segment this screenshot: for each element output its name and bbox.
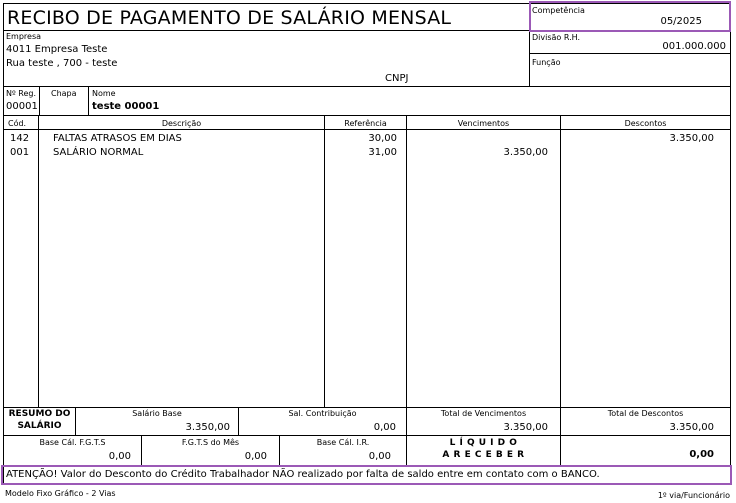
divisao-value: 001.000.000	[662, 41, 726, 52]
fgts-mes-value: 0,00	[244, 451, 267, 462]
row-vencimentos: 3.350,00	[503, 147, 548, 158]
col-header-descricao: Descrição	[161, 119, 202, 128]
funcao-label: Função	[532, 58, 561, 67]
col-header-descontos: Descontos	[624, 119, 667, 128]
empresa-nome: 4011 Empresa Teste	[6, 44, 108, 55]
liquido-label-1: L Í Q U I D O	[449, 438, 518, 448]
resumo-label-2: SALÁRIO	[17, 421, 62, 431]
base-ir-label: Base Cál. I.R.	[316, 438, 370, 447]
reg-value: 00001	[6, 101, 38, 112]
salario-base-value: 3.350,00	[185, 422, 230, 433]
liquido-value: 0,00	[689, 449, 714, 460]
nome-value: teste 00001	[92, 101, 160, 112]
row-referencia: 30,00	[368, 133, 397, 144]
resumo-label-1: RESUMO DO	[8, 409, 71, 419]
empresa-endereco: Rua teste , 700 - teste	[6, 58, 118, 69]
total-vencimentos-label: Total de Vencimentos	[440, 409, 527, 418]
row-descricao: FALTAS ATRASOS EM DIAS	[53, 133, 182, 144]
sal-contribuicao-label: Sal. Contribuição	[288, 409, 357, 418]
sal-contribuicao-value: 0,00	[373, 422, 396, 433]
competencia-value: 05/2025	[660, 16, 702, 27]
nome-label: Nome	[92, 89, 116, 98]
empresa-label: Empresa	[6, 32, 42, 41]
col-header-referencia: Referência	[344, 119, 387, 128]
row-referencia: 31,00	[368, 147, 397, 158]
base-fgts-value: 0,00	[108, 451, 131, 462]
chapa-label: Chapa	[51, 89, 77, 98]
row-descricao: SALÁRIO NORMAL	[53, 147, 144, 158]
total-vencimentos-value: 3.350,00	[503, 422, 548, 433]
base-fgts-label: Base Cál. F.G.T.S	[39, 438, 106, 447]
col-header-cod: Cód.	[8, 119, 27, 128]
reg-label: Nº Reg.	[6, 89, 37, 98]
liquido-label-2: A R E C E B E R	[442, 450, 525, 460]
competencia-label: Competência	[532, 6, 585, 15]
total-descontos-value: 3.350,00	[669, 422, 714, 433]
page-title: RECIBO DE PAGAMENTO DE SALÁRIO MENSAL	[7, 7, 452, 29]
row-cod: 001	[10, 147, 30, 158]
cnpj-label: CNPJ	[385, 73, 409, 84]
row-cod: 142	[10, 133, 30, 144]
divisao-label: Divisão R.H.	[532, 33, 581, 42]
row-descontos: 3.350,00	[669, 133, 714, 144]
fgts-mes-label: F.G.T.S do Mês	[181, 438, 240, 447]
col-header-vencimentos: Vencimentos	[457, 119, 510, 128]
footer-via: 1º via/Funcionário	[657, 491, 730, 500]
salario-base-label: Salário Base	[132, 409, 182, 418]
footer-model: Modelo Fixo Gráfico - 2 Vias	[5, 489, 116, 498]
total-descontos-label: Total de Descontos	[607, 409, 684, 418]
notice-text: ATENÇÃO! Valor do Desconto do Crédito Trabalhador NÃO realizado por falta de saldo entre em contato com o BANCO.	[6, 469, 600, 480]
base-ir-value: 0,00	[368, 451, 391, 462]
